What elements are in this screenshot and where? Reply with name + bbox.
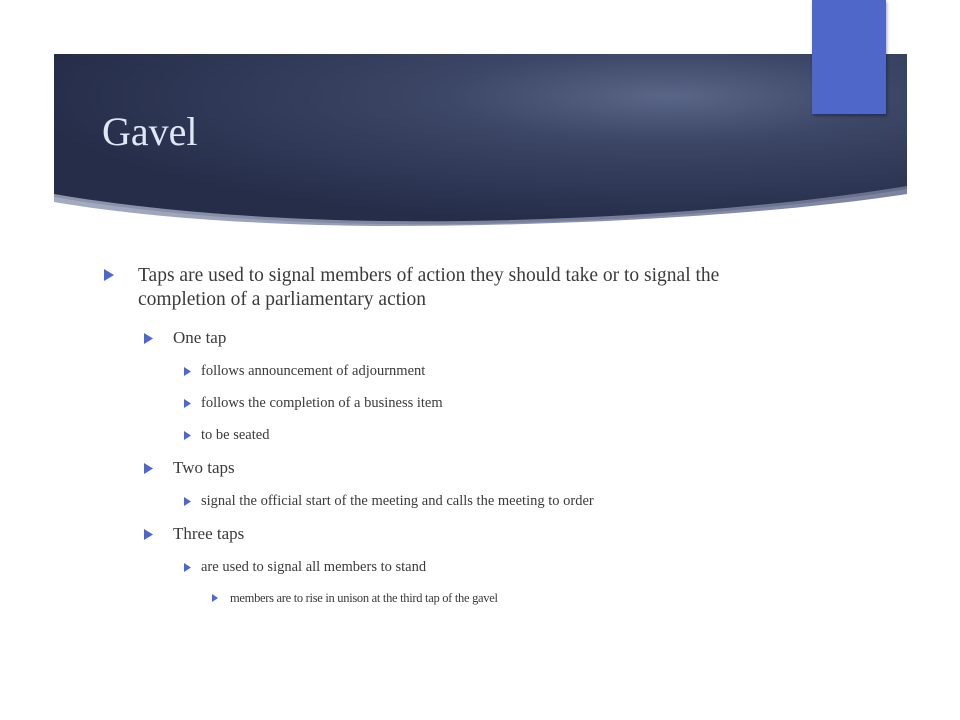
list-item (184, 558, 804, 576)
bullet-text: members are to rise in unison at the third tap of the gavel (230, 591, 498, 605)
list-item (144, 328, 804, 348)
bullet-text: to be seated (201, 427, 270, 443)
list-item (184, 492, 804, 510)
bullet-text: follows announcement of adjournment (201, 363, 426, 379)
bullet-text: Three taps (173, 524, 245, 543)
right-triangle-icon (144, 333, 153, 344)
right-triangle-icon (184, 563, 191, 572)
list-item (184, 394, 804, 412)
bullet-text: Taps are used to signal members of action they should take or to signal the completion of a parliamentary action (138, 265, 720, 310)
slide-title: Gavel (102, 109, 198, 154)
right-triangle-icon (212, 594, 218, 602)
bullet-text: One tap (173, 328, 227, 347)
right-triangle-icon (144, 529, 153, 540)
right-triangle-icon (144, 463, 153, 474)
bullet-text: Two taps (173, 458, 235, 477)
list-item (184, 362, 804, 380)
bullet-text: are used to signal all members to stand (201, 559, 427, 575)
accent-tab (812, 0, 886, 114)
list-item (144, 524, 804, 544)
right-triangle-icon (184, 431, 191, 440)
list-item (144, 458, 804, 478)
bullet-text: signal the official start of the meeting and calls the meeting to order (201, 493, 594, 509)
list-item (184, 426, 804, 444)
bullet-list (104, 264, 804, 618)
right-triangle-icon (104, 269, 114, 281)
list-item (104, 264, 804, 312)
right-triangle-icon (184, 367, 191, 376)
bullet-text: follows the completion of a business item (201, 395, 443, 411)
right-triangle-icon (184, 497, 191, 506)
list-item (212, 590, 804, 606)
right-triangle-icon (184, 399, 191, 408)
